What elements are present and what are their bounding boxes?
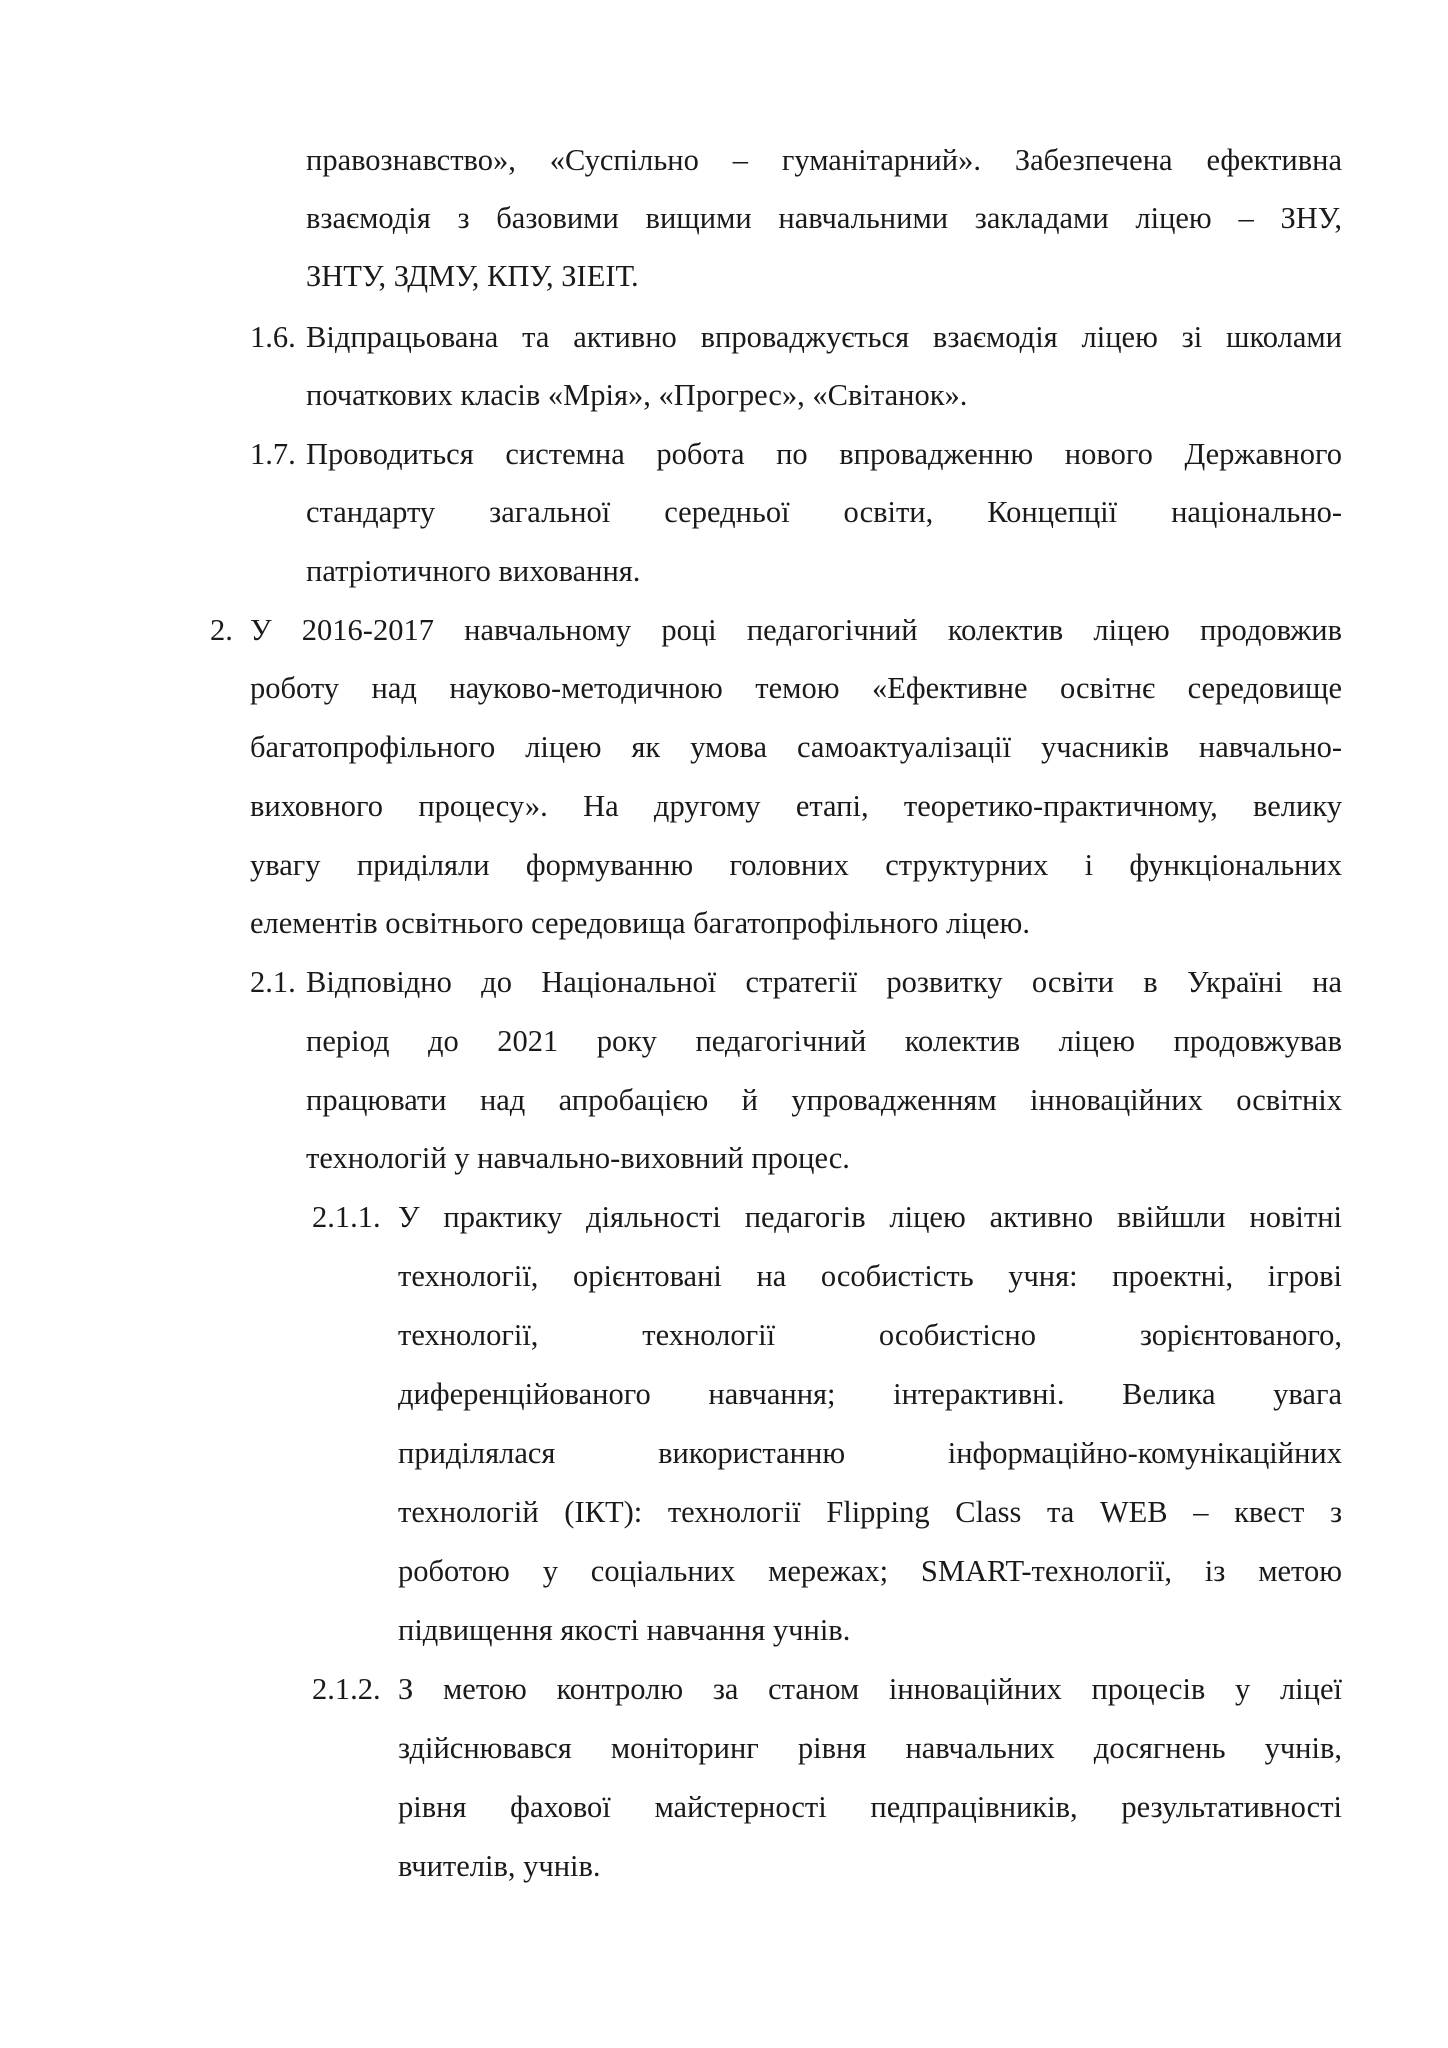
item-2-1-line: технологій у навчально-виховний процес. (306, 1141, 850, 1175)
item-2-1-2-line: здійснювався моніторинг рівня навчальних досягнень учнів, (398, 1731, 1342, 1765)
item-1-7-line: Проводиться системна робота по впровадженню нового Державного (306, 437, 1342, 471)
item-2-line: увагу приділяли формуванню головних структурних і функціональних (250, 848, 1342, 882)
intro-line: ЗНТУ, ЗДМУ, КПУ, ЗІЕІТ. (306, 259, 639, 293)
intro-line: взаємодія з базовими вищими навчальними закладами ліцею – ЗНУ, (306, 201, 1342, 235)
item-1-7-line: патріотичного виховання. (306, 554, 641, 588)
intro-line: правознавство», «Суспільно – гуманітарний». Забезпечена ефективна (306, 143, 1342, 177)
item-2-1-1-line: приділялася використанню інформаційно-комунікаційних (398, 1436, 1342, 1470)
item-number-2-1: 2.1. (250, 965, 296, 999)
item-number-2: 2. (210, 613, 233, 647)
item-number-1-7: 1.7. (250, 437, 296, 471)
item-2-1-2-line: вчителів, учнів. (398, 1849, 601, 1883)
item-2-line: роботу над науково-методичною темою «Ефективне освітнє середовище (250, 671, 1342, 705)
item-2-1-1-line: підвищення якості навчання учнів. (398, 1613, 851, 1647)
item-2-line: багатопрофільного ліцею як умова самоактуалізації учасників навчально- (250, 730, 1342, 764)
item-1-6-line: початкових класів «Мрія», «Прогрес», «Світанок». (306, 378, 968, 412)
item-2-line: У 2016-2017 навчальному році педагогічний колектив ліцею продовжив (250, 613, 1342, 647)
item-1-7-line: стандарту загальної середньої освіти, Концепції національно- (306, 495, 1342, 529)
item-2-1-1-line: У практику діяльності педагогів ліцею активно ввійшли новітні (398, 1200, 1342, 1234)
item-number-1-6: 1.6. (250, 320, 296, 354)
item-2-1-2-line: рівня фахової майстерності педпрацівників, результативності (398, 1790, 1342, 1824)
item-2-1-1-line: технологій (ІКТ): технології Flipping Class та WEB – квест з (398, 1495, 1342, 1529)
item-1-6-line: Відпрацьована та активно впроваджується взаємодія ліцею зі школами (306, 320, 1342, 354)
item-2-line: виховного процесу». На другому етапі, теоретико-практичному, велику (250, 789, 1342, 823)
item-2-1-line: працювати над апробацією й упровадженням інноваційних освітніх (306, 1083, 1342, 1117)
item-2-1-line: Відповідно до Національної стратегії розвитку освіти в Україні на (306, 965, 1342, 999)
item-number-2-1-1: 2.1.1. (312, 1200, 381, 1234)
item-2-line: елементів освітнього середовища багатопрофільного ліцею. (250, 906, 1030, 940)
item-2-1-1-line: технології, технології особистісно зорієнтованого, (398, 1318, 1342, 1352)
item-2-1-2-line: З метою контролю за станом інноваційних процесів у ліцеї (398, 1672, 1342, 1706)
item-2-1-1-line: диференційованого навчання; інтерактивні. Велика увага (398, 1377, 1342, 1411)
item-2-1-1-line: технології, орієнтовані на особистість учня: проектні, ігрові (398, 1259, 1342, 1293)
item-number-2-1-2: 2.1.2. (312, 1672, 381, 1706)
item-2-1-line: період до 2021 року педагогічний колектив ліцею продовжував (306, 1024, 1342, 1058)
item-2-1-1-line: роботою у соціальних мережах; SMART-технології, із метою (398, 1554, 1342, 1588)
